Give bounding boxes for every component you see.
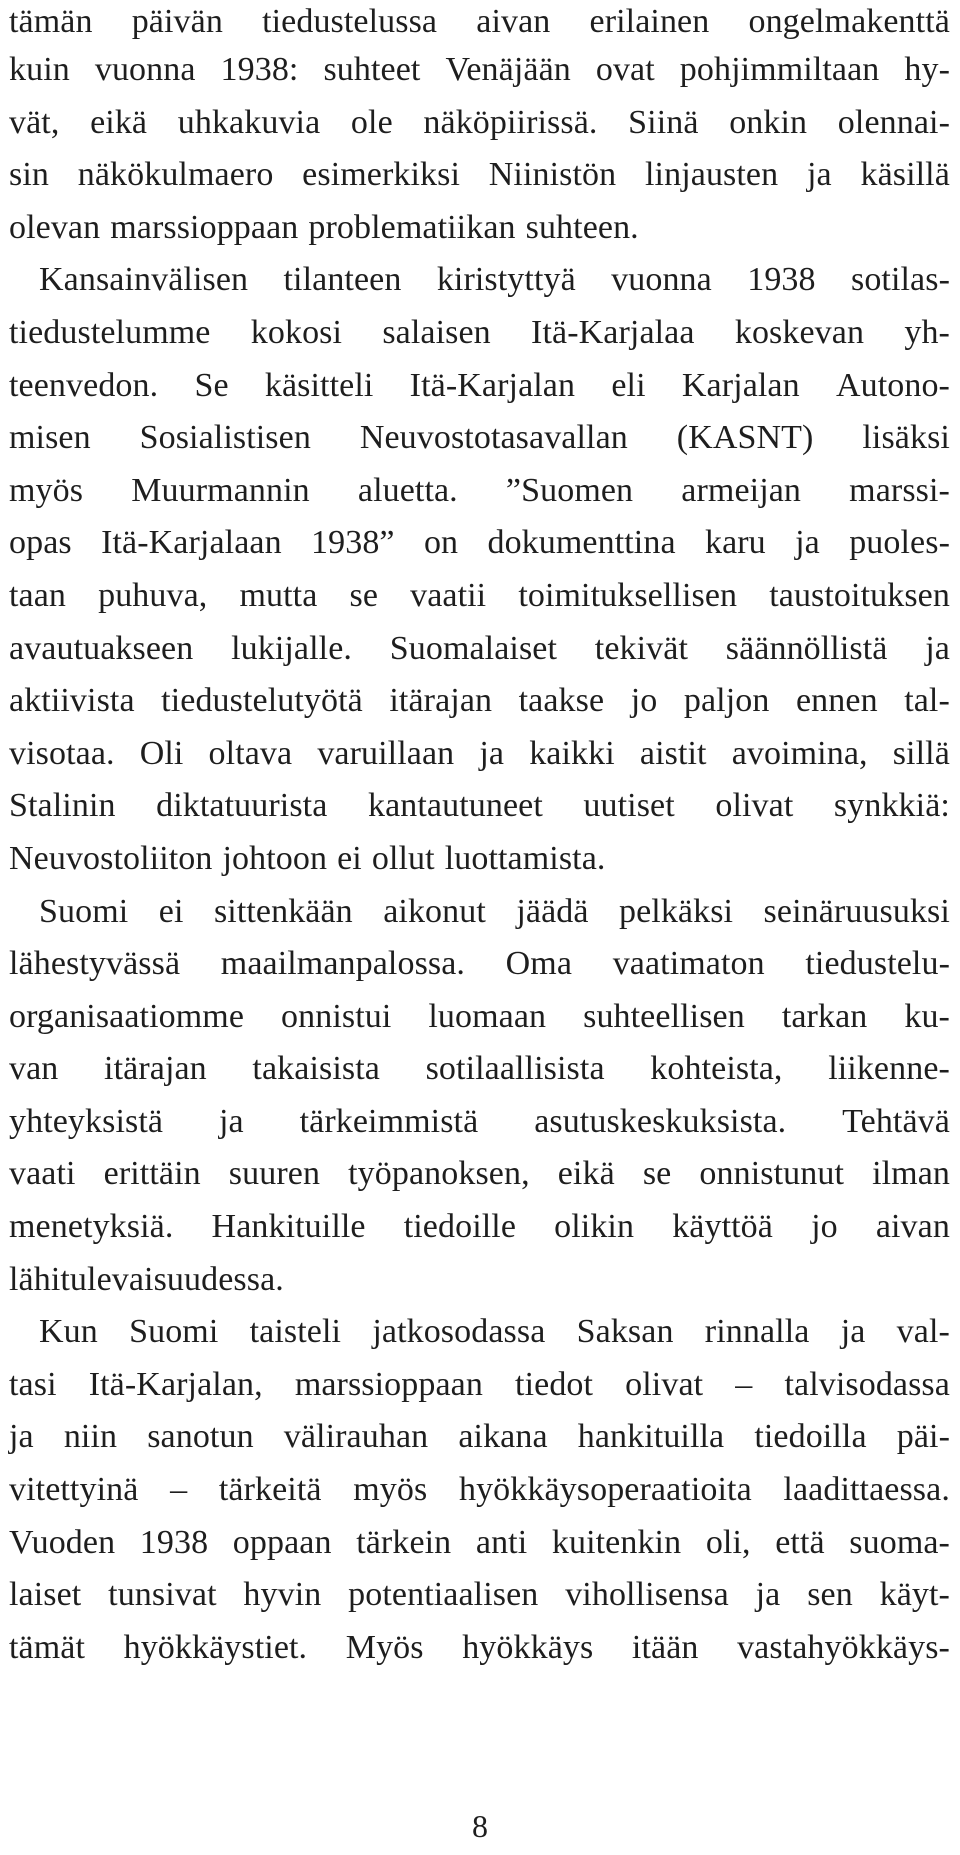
word: ja xyxy=(9,1418,34,1456)
word: diktatuurista xyxy=(156,787,328,825)
word: toimituksellisen xyxy=(518,576,738,614)
word: Vuoden xyxy=(9,1523,116,1561)
word: armeijan xyxy=(681,471,802,509)
word: koskevan xyxy=(734,313,865,351)
word: välirauhan xyxy=(283,1418,429,1456)
text-line xyxy=(9,97,950,150)
text-line xyxy=(9,886,950,939)
word: tunsivat xyxy=(108,1576,217,1614)
word: varuillaan xyxy=(317,734,455,772)
word: avoimina, xyxy=(731,734,868,772)
word: ja xyxy=(925,629,950,667)
word: aikana xyxy=(458,1418,548,1456)
word: ja xyxy=(479,734,505,772)
word: johtoon xyxy=(222,839,328,877)
word: kohteista, xyxy=(650,1050,783,1088)
word: että xyxy=(775,1523,825,1561)
word: hankituilla xyxy=(577,1418,725,1456)
text-line xyxy=(9,517,950,570)
word: yh- xyxy=(904,313,950,351)
word: paljon xyxy=(683,682,770,720)
word: kuitenkin xyxy=(551,1523,682,1561)
word: lukijalle. xyxy=(231,629,352,667)
word: 1938: xyxy=(220,51,299,88)
word: olivat xyxy=(715,787,794,825)
word: se xyxy=(642,1155,672,1193)
word: Itä-Karjalan xyxy=(409,366,576,404)
word: lisäksi xyxy=(862,419,950,457)
word: eikä xyxy=(90,103,148,141)
word: anti xyxy=(475,1523,528,1561)
word: Venäjään xyxy=(445,51,571,88)
word: suhteet xyxy=(323,51,421,88)
word: vihollisensa xyxy=(565,1576,729,1614)
word: ja xyxy=(795,524,820,562)
word: avautuakseen xyxy=(9,629,194,667)
word: puhuva, xyxy=(98,576,208,614)
word: tal- xyxy=(904,682,950,720)
word: hyökkäysoperaatioita xyxy=(458,1471,752,1509)
word: sen xyxy=(807,1576,853,1614)
word: jatkosodassa xyxy=(372,1313,546,1351)
word: päi- xyxy=(896,1418,950,1456)
word: salaisen xyxy=(382,313,491,351)
word: tiedoille xyxy=(403,1208,517,1246)
word: itärajan xyxy=(104,1050,207,1088)
word: ja xyxy=(755,1576,781,1614)
word: aivan xyxy=(476,3,551,40)
text-line xyxy=(9,623,950,676)
word: itään xyxy=(631,1628,699,1666)
text-line xyxy=(9,675,950,728)
word: hyvin xyxy=(243,1576,322,1614)
word: oli, xyxy=(705,1523,751,1561)
word: tiedustelumme xyxy=(9,313,211,351)
word: onnistunut xyxy=(699,1155,844,1193)
word: ku- xyxy=(904,997,950,1035)
text-line xyxy=(9,570,950,623)
word: rinnalla xyxy=(704,1313,810,1351)
word: asutuskeskuksista. xyxy=(534,1102,787,1140)
word: Suomi xyxy=(39,892,129,930)
word: vaatii xyxy=(410,576,487,614)
word: hyökkäystiet. xyxy=(123,1628,308,1666)
word: maailmanpalossa. xyxy=(220,945,466,983)
word: myös xyxy=(353,1471,428,1509)
word: luomaan xyxy=(428,997,547,1035)
word: laadittaessa. xyxy=(783,1471,950,1509)
word: sittenkään xyxy=(213,892,353,930)
word: vuonna xyxy=(611,261,712,299)
word: kantautuneet xyxy=(367,787,543,825)
word: Neuvostoliiton xyxy=(9,839,213,877)
word: säännöllistä xyxy=(725,629,888,667)
word: pelkäksi xyxy=(619,892,734,930)
word: ei xyxy=(337,839,362,877)
word: Muurmannin xyxy=(131,471,310,509)
word: Oma xyxy=(505,945,573,983)
word: tärkein xyxy=(356,1523,452,1561)
word: se xyxy=(349,576,379,614)
word: mutta xyxy=(239,576,318,614)
word: Hankituille xyxy=(211,1208,366,1246)
word: Oli xyxy=(139,734,184,772)
word: vät, xyxy=(9,103,60,141)
word: sotilas- xyxy=(850,261,950,299)
word: – xyxy=(170,1471,188,1509)
word: Saksan xyxy=(576,1313,674,1351)
word: lähitulevaisuudessa. xyxy=(9,1260,284,1298)
word: suuren xyxy=(228,1155,321,1193)
word: ilman xyxy=(872,1155,950,1193)
word: on xyxy=(423,524,459,562)
body-text xyxy=(9,0,950,1674)
word: dokumenttina xyxy=(487,524,676,562)
word: synkkiä: xyxy=(833,787,950,825)
word: seinäruusuksi xyxy=(763,892,950,930)
text-line xyxy=(9,254,950,307)
word: (KASNT) xyxy=(676,419,814,457)
text-line xyxy=(9,1411,950,1464)
word: takaisista xyxy=(252,1050,380,1088)
word: tärkeimmistä xyxy=(299,1102,479,1140)
word: taan xyxy=(9,576,67,614)
word: Niinistön xyxy=(488,156,617,194)
word: onkin xyxy=(729,103,808,141)
text-line xyxy=(9,360,950,413)
text-line xyxy=(9,307,950,360)
word: Itä-Karjalaa xyxy=(531,313,695,351)
word: näköpiirissä. xyxy=(423,103,598,141)
word: Neuvostotasavallan xyxy=(359,419,628,457)
word: taisteli xyxy=(249,1313,342,1351)
word: Kun xyxy=(39,1313,98,1351)
word: van xyxy=(9,1050,59,1088)
word: tiedustelu- xyxy=(805,945,950,983)
word: suhteellisen xyxy=(583,997,745,1035)
word: 1938 xyxy=(747,261,816,299)
word: Se xyxy=(194,366,229,404)
text-line xyxy=(9,833,950,886)
word: potentiaalisen xyxy=(348,1576,539,1614)
text-line xyxy=(9,412,950,465)
word: kokosi xyxy=(250,313,343,351)
word: laiset xyxy=(9,1576,82,1614)
text-line xyxy=(9,728,950,781)
word: aluetta. xyxy=(357,471,458,509)
word: – xyxy=(735,1365,753,1403)
text-line xyxy=(9,991,950,1044)
word: lähestyvässä xyxy=(9,945,181,983)
word: jo xyxy=(811,1208,838,1246)
text-line xyxy=(9,202,950,255)
word: menetyksiä. xyxy=(9,1208,174,1246)
word: visotaa. xyxy=(9,734,115,772)
word: opas xyxy=(9,524,72,562)
word: olivat xyxy=(625,1365,704,1403)
word: tiedoilla xyxy=(754,1418,867,1456)
word: vuonna xyxy=(94,51,196,88)
word: sillä xyxy=(892,734,950,772)
word: käsillä xyxy=(860,156,950,194)
word: aivan xyxy=(875,1208,950,1246)
word: luottamista. xyxy=(444,839,606,877)
word: taustoituksen xyxy=(769,576,950,614)
word: työpanoksen, xyxy=(348,1155,530,1193)
word: tiedot xyxy=(515,1365,594,1403)
word: ei xyxy=(158,892,184,930)
text-line xyxy=(9,1254,950,1307)
word: ja xyxy=(218,1102,244,1140)
word: taakse xyxy=(518,682,605,720)
word: Itä-Karjalaan xyxy=(101,524,282,562)
word: Kansainvälisen xyxy=(39,261,249,299)
text-line xyxy=(9,938,950,991)
text-line xyxy=(9,1622,950,1675)
word: misen xyxy=(9,419,91,457)
word: hy- xyxy=(904,51,950,88)
word: tekivät xyxy=(594,629,689,667)
text-line xyxy=(9,1201,950,1254)
text-line xyxy=(9,1569,950,1622)
word: uutiset xyxy=(583,787,675,825)
word: käsitteli xyxy=(264,366,374,404)
word: Suomalaiset xyxy=(389,629,558,667)
word: marssioppaan xyxy=(294,1365,483,1403)
word: marssi- xyxy=(849,471,950,509)
text-line xyxy=(9,1096,950,1149)
text-line xyxy=(9,1464,950,1517)
text-line xyxy=(9,1148,950,1201)
text-line xyxy=(9,1043,950,1096)
word: ongelmakenttä xyxy=(748,3,950,40)
word: Sosialistisen xyxy=(139,419,311,457)
word: olevan xyxy=(9,208,101,246)
word: pohjimmiltaan xyxy=(679,51,880,88)
word: jäädä xyxy=(516,892,589,930)
word: tiedustelutyötä xyxy=(161,682,363,720)
word: oltava xyxy=(208,734,293,772)
word: aikonut xyxy=(383,892,486,930)
word: organisaatiomme xyxy=(9,997,245,1035)
text-line xyxy=(9,1359,950,1412)
word: vastahyökkäys- xyxy=(737,1628,950,1666)
word: Autono- xyxy=(835,366,950,404)
word: ollut xyxy=(371,839,435,877)
word: yhteyksistä xyxy=(9,1102,164,1140)
text-line xyxy=(9,44,950,97)
word: esimerkiksi xyxy=(302,156,461,194)
word: Itä-Karjalan, xyxy=(88,1365,263,1403)
word: marssioppaan xyxy=(110,208,299,246)
word: aistit xyxy=(639,734,707,772)
text-line xyxy=(9,0,950,44)
word: aktiivista xyxy=(9,682,135,720)
word: tilanteen xyxy=(283,261,402,299)
word: kuin xyxy=(9,51,70,88)
word: niin xyxy=(63,1418,118,1456)
word: Tehtävä xyxy=(842,1102,950,1140)
word: itärajan xyxy=(389,682,493,720)
word: Myös xyxy=(345,1628,424,1666)
word: Karjalan xyxy=(681,366,800,404)
word: Siinä xyxy=(628,103,699,141)
word: problematiikan xyxy=(308,208,516,246)
word: sin xyxy=(9,156,49,194)
word: eikä xyxy=(557,1155,615,1193)
word: ovat xyxy=(595,51,655,88)
word: eli xyxy=(611,366,646,404)
word: val- xyxy=(896,1313,950,1351)
word: vaatimaton xyxy=(612,945,765,983)
word: ja xyxy=(806,156,832,194)
word: tämän xyxy=(9,3,93,40)
word: suoma- xyxy=(849,1523,950,1561)
text-line xyxy=(9,1517,950,1570)
word: erilainen xyxy=(589,3,710,40)
word: Stalinin xyxy=(9,787,116,825)
word: kaikki xyxy=(529,734,615,772)
word: kiristyttyä xyxy=(436,261,576,299)
word: sanotun xyxy=(147,1418,254,1456)
word: 1938” xyxy=(311,524,395,562)
word: ”Suomen xyxy=(505,471,634,509)
word: onnistui xyxy=(281,997,392,1035)
word: tiedustelussa xyxy=(262,3,438,40)
word: tärkeitä xyxy=(218,1471,322,1509)
word: 1938 xyxy=(139,1523,209,1561)
word: tämät xyxy=(9,1628,86,1666)
word: ennen xyxy=(795,682,878,720)
word: sotilaallisista xyxy=(425,1050,605,1088)
word: olennai- xyxy=(837,103,950,141)
word: käyt- xyxy=(879,1576,950,1614)
word: puoles- xyxy=(849,524,950,562)
word: uhkakuvia xyxy=(177,103,321,141)
text-line xyxy=(9,465,950,518)
word: ole xyxy=(350,103,393,141)
word: talvisodassa xyxy=(784,1365,950,1403)
word: oppaan xyxy=(232,1523,332,1561)
text-line xyxy=(9,149,950,202)
word: liikenne- xyxy=(828,1050,950,1088)
word: päivän xyxy=(131,3,223,40)
word: Suomi xyxy=(129,1313,219,1351)
text-line xyxy=(9,780,950,833)
word: tarkan xyxy=(781,997,868,1035)
word: tasi xyxy=(9,1365,57,1403)
page-number: 8 xyxy=(472,1808,488,1844)
word: hyökkäys xyxy=(462,1628,594,1666)
word: suhteen. xyxy=(525,208,639,246)
word: ja xyxy=(840,1313,866,1351)
word: karu xyxy=(704,524,766,562)
word: vaati xyxy=(9,1155,76,1193)
text-line xyxy=(9,1306,950,1359)
word: teenvedon. xyxy=(9,366,159,404)
word: jo xyxy=(630,682,658,720)
word: olikin xyxy=(554,1208,635,1246)
word: käyttöä xyxy=(672,1208,773,1246)
word: näkökulmaero xyxy=(77,156,274,194)
word: linjausten xyxy=(645,156,779,194)
word: vitettyinä xyxy=(9,1471,139,1509)
word: myös xyxy=(9,471,84,509)
word: erittäin xyxy=(103,1155,201,1193)
